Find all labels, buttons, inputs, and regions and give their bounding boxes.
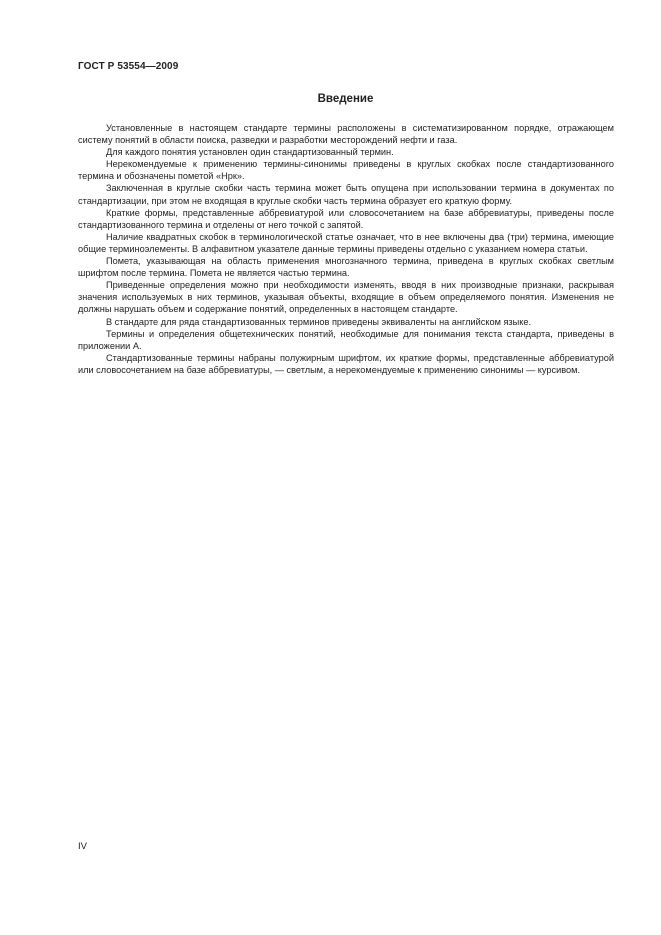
paragraph: Краткие формы, представленные аббревиатурой или словосочетанием на базе аббревиатуры, приведены после стандартизованного термина и отделены от него точкой с запятой. [78, 207, 614, 230]
paragraph: Помета, указывающая на область применения многозначного термина, приведена в круглых скобках светлым шрифтом после термина. Помета не является частью термина. [78, 256, 614, 279]
document-header: ГОСТ Р 53554—2009 [78, 61, 179, 72]
paragraph: Заключенная в круглые скобки часть термина может быть опущена при использовании термина в документах по стандартизации, при этом не входящая в круглые скобки часть термина образует его краткую форму. [78, 183, 614, 206]
paragraph: Стандартизованные термины набраны полужирным шрифтом, их краткие формы, представленные аббревиатурой или словосочетанием на базе аббревиатуры, — светлым, а нерекомендуемые к применению синонимы — курсивом. [78, 352, 614, 375]
paragraph: Для каждого понятия установлен один стандартизованный термин. [106, 147, 394, 158]
paragraph: Наличие квадратных скобок в терминологической статье означает, что в нее включены два (три) термина, имеющие общие терминоэлементы. В алфавитном указателе данные термины приведены отдельно с указанием номера статьи. [78, 231, 614, 254]
paragraph: Термины и определения общетехнических понятий, необходимые для понимания текста стандарта, приведены в приложении А. [78, 328, 614, 351]
paragraph: Приведенные определения можно при необходимости изменять, вводя в них производные признаки, раскрывая значения используемых в них терминов, указывая объекты, входящие в объем определяемого понятия. Изменения не должны нарушать объем и содержание понятий, определенных в настоящем стандарте. [78, 280, 614, 315]
paragraph: В стандарте для ряда стандартизованных терминов приведены эквиваленты на английском языке. [106, 316, 532, 327]
document-body [78, 122, 614, 376]
section-title: Введение [317, 93, 374, 105]
paragraph: Нерекомендуемые к применению термины-синонимы приведены в круглых скобках после стандартизованного термина и обозначены пометой «Нрк». [78, 159, 614, 182]
page-number: IV [78, 841, 87, 852]
paragraph: Установленные в настоящем стандарте термины расположены в систематизированном порядке, отражающем систему понятий в области поиска, разведки и разработки месторождений нефти и газа. [78, 123, 614, 146]
